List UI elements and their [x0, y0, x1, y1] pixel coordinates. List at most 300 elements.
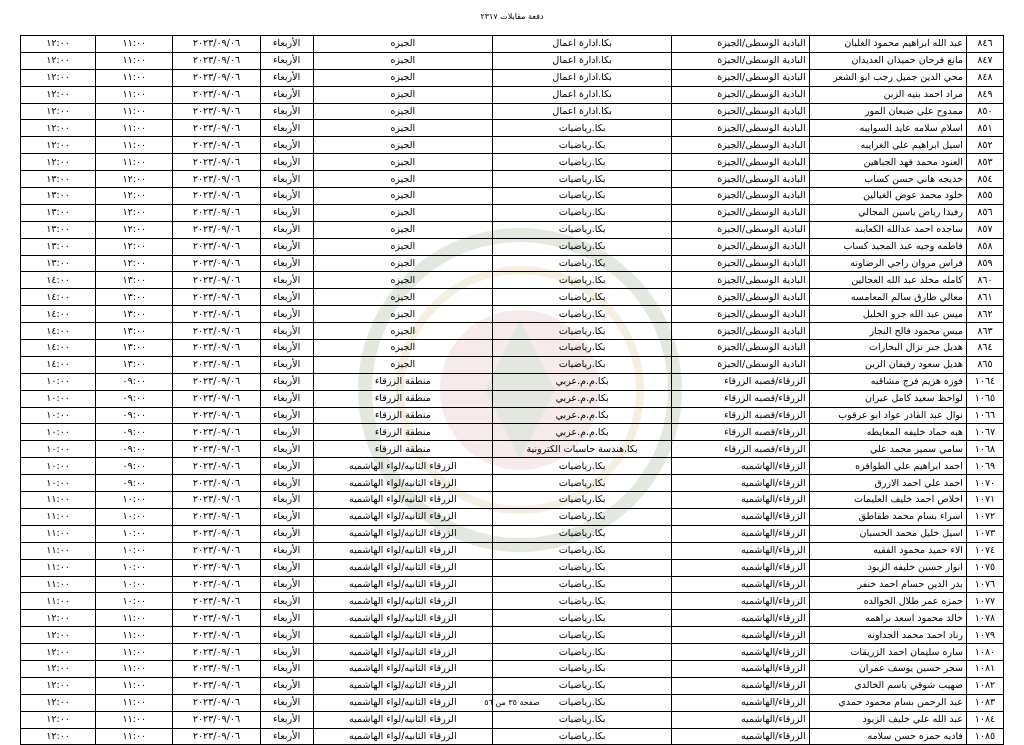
day-cell: الأربعاء: [260, 610, 313, 627]
start-time-cell: ١٢:٠٠: [96, 221, 173, 238]
date-cell: ٢٠٢٣/٠٩/٠٦: [173, 323, 260, 340]
date-cell: ٢٠٢٣/٠٩/٠٦: [173, 390, 260, 407]
row-number-cell: ٨٤٧: [966, 52, 1003, 69]
date-cell: ٢٠٢٣/٠٩/٠٦: [173, 188, 260, 205]
directorate-cell: الزرقاء/قصبه الزرقاء: [672, 424, 809, 441]
interview-location-cell: الجيزه: [313, 52, 492, 69]
date-cell: ٢٠٢٣/٠٩/٠٦: [173, 525, 260, 542]
directorate-cell: البادية الوسطى/الجيزة: [672, 356, 809, 373]
day-cell: الأربعاء: [260, 660, 313, 677]
candidate-name-cell: احمد ابراهيم علي الطوافره: [809, 458, 966, 475]
start-time-cell: ١٠:٠٠: [96, 492, 173, 509]
day-cell: الأربعاء: [260, 407, 313, 424]
end-time-cell: ١١:٠٠: [21, 593, 96, 610]
table-row: [21, 340, 1004, 357]
table-row: [21, 272, 1004, 289]
candidate-name-cell: نوال عبد القادر عواد ابو عرقوب: [809, 407, 966, 424]
candidate-name-cell: خالد محمود اسعد براهمه: [809, 610, 966, 627]
candidate-name-cell: عبد الرحمن بسام محمود حمدي: [809, 694, 966, 711]
start-time-cell: ١١:٠٠: [96, 627, 173, 644]
table-row: [21, 644, 1004, 661]
date-cell: ٢٠٢٣/٠٩/٠٦: [173, 255, 260, 272]
specialization-cell: بكا.م.م.عربي: [493, 373, 672, 390]
row-number-cell: ٨٥٨: [966, 238, 1003, 255]
start-time-cell: ٠٩:٠٠: [96, 424, 173, 441]
table-row: [21, 86, 1004, 103]
start-time-cell: ١٢:٠٠: [96, 255, 173, 272]
candidate-name-cell: مانع فرحان حميدان العديدان: [809, 52, 966, 69]
start-time-cell: ١٢:٠٠: [96, 204, 173, 221]
candidate-name-cell: عبد الله علي خليف الزيود: [809, 711, 966, 728]
day-cell: الأربعاء: [260, 120, 313, 137]
specialization-cell: بكا.رياضيات: [493, 610, 672, 627]
start-time-cell: ١٠:٠٠: [96, 559, 173, 576]
date-cell: ٢٠٢٣/٠٩/٠٦: [173, 441, 260, 458]
interview-location-cell: الجيزه: [313, 221, 492, 238]
date-cell: ٢٠٢٣/٠٩/٠٦: [173, 677, 260, 694]
directorate-cell: الزرقاء/الهاشميه: [672, 458, 809, 475]
row-number-cell: ١٠٧٨: [966, 610, 1003, 627]
specialization-cell: بكا.رياضيات: [493, 340, 672, 357]
directorate-cell: البادية الوسطى/الجيزة: [672, 323, 809, 340]
end-time-cell: ١٣:٠٠: [21, 188, 96, 205]
interview-location-cell: الزرقاء الثانيه/لواء الهاشميه: [313, 728, 492, 745]
table-row: [21, 593, 1004, 610]
specialization-cell: بكا.رياضيات: [493, 593, 672, 610]
directorate-cell: البادية الوسطى/الجيزة: [672, 188, 809, 205]
table-row: [21, 238, 1004, 255]
candidate-name-cell: معالي طارق سالم المعامسه: [809, 289, 966, 306]
row-number-cell: ٨٥٣: [966, 154, 1003, 171]
day-cell: الأربعاء: [260, 492, 313, 509]
date-cell: ٢٠٢٣/٠٩/٠٦: [173, 154, 260, 171]
interview-location-cell: الزرقاء الثانيه/لواء الهاشميه: [313, 458, 492, 475]
specialization-cell: بكا.رياضيات: [493, 525, 672, 542]
directorate-cell: الزرقاء/قصبه الزرقاء: [672, 407, 809, 424]
row-number-cell: ٨٦١: [966, 289, 1003, 306]
candidate-name-cell: العنود محمد فهد الجباهين: [809, 154, 966, 171]
table-row: [21, 525, 1004, 542]
row-number-cell: ١٠٦٦: [966, 407, 1003, 424]
end-time-cell: ١٠:٠٠: [21, 475, 96, 492]
candidate-name-cell: خديجه هاني حسن كساب: [809, 171, 966, 188]
end-time-cell: ١٢:٠٠: [21, 711, 96, 728]
row-number-cell: ١٠٨٤: [966, 711, 1003, 728]
table-row: [21, 542, 1004, 559]
row-number-cell: ١٠٦٨: [966, 441, 1003, 458]
day-cell: الأربعاء: [260, 188, 313, 205]
day-cell: الأربعاء: [260, 694, 313, 711]
start-time-cell: ١١:٠٠: [96, 644, 173, 661]
date-cell: ٢٠٢٣/٠٩/٠٦: [173, 728, 260, 745]
day-cell: الأربعاء: [260, 323, 313, 340]
date-cell: ٢٠٢٣/٠٩/٠٦: [173, 52, 260, 69]
specialization-cell: بكا.رياضيات: [493, 677, 672, 694]
start-time-cell: ١٠:٠٠: [96, 593, 173, 610]
table-row: [21, 188, 1004, 205]
date-cell: ٢٠٢٣/٠٩/٠٦: [173, 644, 260, 661]
end-time-cell: ١٢:٠٠: [21, 137, 96, 154]
table-row: [21, 492, 1004, 509]
start-time-cell: ١٣:٠٠: [96, 289, 173, 306]
specialization-cell: بكا.رياضيات: [493, 542, 672, 559]
interview-location-cell: الزرقاء الثانيه/لواء الهاشميه: [313, 610, 492, 627]
start-time-cell: ١١:٠٠: [96, 120, 173, 137]
end-time-cell: ١٢:٠٠: [21, 694, 96, 711]
candidate-name-cell: انوار حسين خليفه الزيود: [809, 559, 966, 576]
candidate-name-cell: كامله مخلد عبد الله العجالين: [809, 272, 966, 289]
date-cell: ٢٠٢٣/٠٩/٠٦: [173, 272, 260, 289]
date-cell: ٢٠٢٣/٠٩/٠٦: [173, 475, 260, 492]
date-cell: ٢٠٢٣/٠٩/٠٦: [173, 660, 260, 677]
table-row: [21, 559, 1004, 576]
interview-location-cell: الزرقاء الثانيه/لواء الهاشميه: [313, 660, 492, 677]
table-row: [21, 627, 1004, 644]
candidate-name-cell: اسراء بسام محمد طقاطق: [809, 508, 966, 525]
directorate-cell: البادية الوسطى/الجيزة: [672, 289, 809, 306]
day-cell: الأربعاء: [260, 627, 313, 644]
date-cell: ٢٠٢٣/٠٩/٠٦: [173, 103, 260, 120]
date-cell: ٢٠٢٣/٠٩/٠٦: [173, 424, 260, 441]
start-time-cell: ١١:٠٠: [96, 711, 173, 728]
directorate-cell: الزرقاء/قصبه الزرقاء: [672, 373, 809, 390]
candidate-name-cell: ميس محمود فالح النجار: [809, 323, 966, 340]
row-number-cell: ١٠٨١: [966, 660, 1003, 677]
day-cell: الأربعاء: [260, 36, 313, 53]
row-number-cell: ١٠٧٣: [966, 525, 1003, 542]
end-time-cell: ١١:٠٠: [21, 542, 96, 559]
interview-location-cell: الجيزه: [313, 154, 492, 171]
start-time-cell: ١١:٠٠: [96, 694, 173, 711]
interview-location-cell: منطقة الزرقاء: [313, 441, 492, 458]
candidate-name-cell: ممدوح علي ضبعان المور: [809, 103, 966, 120]
directorate-cell: الزرقاء/الهاشميه: [672, 542, 809, 559]
date-cell: ٢٠٢٣/٠٩/٠٦: [173, 69, 260, 86]
day-cell: الأربعاء: [260, 542, 313, 559]
directorate-cell: الزرقاء/الهاشميه: [672, 711, 809, 728]
directorate-cell: الزرقاء/الهاشميه: [672, 694, 809, 711]
day-cell: الأربعاء: [260, 306, 313, 323]
row-number-cell: ٨٦٣: [966, 323, 1003, 340]
interview-location-cell: الجيزه: [313, 137, 492, 154]
specialization-cell: بكا.رياضيات: [493, 644, 672, 661]
directorate-cell: الزرقاء/الهاشميه: [672, 627, 809, 644]
date-cell: ٢٠٢٣/٠٩/٠٦: [173, 593, 260, 610]
day-cell: الأربعاء: [260, 221, 313, 238]
table-row: [21, 255, 1004, 272]
start-time-cell: ٠٩:٠٠: [96, 441, 173, 458]
specialization-cell: بكا.م.م.عربي: [493, 424, 672, 441]
start-time-cell: ٠٩:٠٠: [96, 475, 173, 492]
interview-location-cell: الزرقاء الثانيه/لواء الهاشميه: [313, 542, 492, 559]
date-cell: ٢٠٢٣/٠٩/٠٦: [173, 36, 260, 53]
candidate-name-cell: محي الدين جميل رجب ابو الشعر: [809, 69, 966, 86]
directorate-cell: البادية الوسطى/الجيزة: [672, 69, 809, 86]
end-time-cell: ١٣:٠٠: [21, 204, 96, 221]
start-time-cell: ١١:٠٠: [96, 52, 173, 69]
start-time-cell: ١١:٠٠: [96, 86, 173, 103]
start-time-cell: ١١:٠٠: [96, 728, 173, 745]
table-row: [21, 677, 1004, 694]
date-cell: ٢٠٢٣/٠٩/٠٦: [173, 610, 260, 627]
end-time-cell: ١٢:٠٠: [21, 154, 96, 171]
table-row: [21, 610, 1004, 627]
table-row: [21, 171, 1004, 188]
table-row: [21, 69, 1004, 86]
end-time-cell: ١٣:٠٠: [21, 221, 96, 238]
table-row: [21, 323, 1004, 340]
row-number-cell: ١٠٨٠: [966, 644, 1003, 661]
candidate-name-cell: احمد علي احمد الازرق: [809, 475, 966, 492]
specialization-cell: بكا.رياضيات: [493, 559, 672, 576]
start-time-cell: ١١:٠٠: [96, 677, 173, 694]
candidate-name-cell: ساجده احمد عدالله الكعابنه: [809, 221, 966, 238]
row-number-cell: ٨٤٨: [966, 69, 1003, 86]
end-time-cell: ١٢:٠٠: [21, 660, 96, 677]
specialization-cell: بكا.رياضيات: [493, 728, 672, 745]
day-cell: الأربعاء: [260, 475, 313, 492]
date-cell: ٢٠٢٣/٠٩/٠٦: [173, 373, 260, 390]
date-cell: ٢٠٢٣/٠٩/٠٦: [173, 171, 260, 188]
start-time-cell: ١١:٠٠: [96, 103, 173, 120]
table-row: [21, 458, 1004, 475]
specialization-cell: بكا.رياضيات: [493, 711, 672, 728]
day-cell: الأربعاء: [260, 204, 313, 221]
start-time-cell: ١٣:٠٠: [96, 356, 173, 373]
table-row: [21, 36, 1004, 53]
specialization-cell: بكا.رياضيات: [493, 475, 672, 492]
row-number-cell: ٨٦٠: [966, 272, 1003, 289]
specialization-cell: بكا.رياضيات: [493, 171, 672, 188]
end-time-cell: ١١:٠٠: [21, 559, 96, 576]
directorate-cell: البادية الوسطى/الجيزة: [672, 137, 809, 154]
directorate-cell: البادية الوسطى/الجيزة: [672, 340, 809, 357]
specialization-cell: بكا.رياضيات: [493, 660, 672, 677]
candidate-name-cell: اسيل ابراهيم علي الغرايبه: [809, 137, 966, 154]
end-time-cell: ١٢:٠٠: [21, 627, 96, 644]
interview-location-cell: الزرقاء الثانيه/لواء الهاشميه: [313, 627, 492, 644]
date-cell: ٢٠٢٣/٠٩/٠٦: [173, 86, 260, 103]
directorate-cell: الزرقاء/الهاشميه: [672, 593, 809, 610]
start-time-cell: ٠٩:٠٠: [96, 373, 173, 390]
date-cell: ٢٠٢٣/٠٩/٠٦: [173, 458, 260, 475]
directorate-cell: البادية الوسطى/الجيزة: [672, 120, 809, 137]
row-number-cell: ٨٥٩: [966, 255, 1003, 272]
directorate-cell: البادية الوسطى/الجيزة: [672, 255, 809, 272]
table-row: [21, 154, 1004, 171]
specialization-cell: بكا.رياضيات: [493, 289, 672, 306]
day-cell: الأربعاء: [260, 69, 313, 86]
directorate-cell: البادية الوسطى/الجيزة: [672, 272, 809, 289]
table-row: [21, 52, 1004, 69]
end-time-cell: ١٤:٠٠: [21, 272, 96, 289]
directorate-cell: الزرقاء/الهاشميه: [672, 559, 809, 576]
table-row: [21, 306, 1004, 323]
directorate-cell: البادية الوسطى/الجيزة: [672, 238, 809, 255]
row-number-cell: ١٠٨٣: [966, 694, 1003, 711]
candidate-name-cell: سحر حسين يوسف عمران: [809, 660, 966, 677]
end-time-cell: ١٢:٠٠: [21, 677, 96, 694]
day-cell: الأربعاء: [260, 340, 313, 357]
row-number-cell: ٨٦٤: [966, 340, 1003, 357]
day-cell: الأربعاء: [260, 728, 313, 745]
row-number-cell: ١٠٧١: [966, 492, 1003, 509]
start-time-cell: ١١:٠٠: [96, 36, 173, 53]
start-time-cell: ٠٩:٠٠: [96, 390, 173, 407]
interview-location-cell: الزرقاء الثانيه/لواء الهاشميه: [313, 508, 492, 525]
day-cell: الأربعاء: [260, 508, 313, 525]
candidate-name-cell: رفيدا رياض ياسين المجالي: [809, 204, 966, 221]
row-number-cell: ١٠٨٥: [966, 728, 1003, 745]
day-cell: الأربعاء: [260, 559, 313, 576]
table-row: [21, 424, 1004, 441]
date-cell: ٢٠٢٣/٠٩/٠٦: [173, 542, 260, 559]
specialization-cell: بكا.رياضيات: [493, 137, 672, 154]
row-number-cell: ١٠٧٧: [966, 593, 1003, 610]
end-time-cell: ١٢:٠٠: [21, 728, 96, 745]
date-cell: ٢٠٢٣/٠٩/٠٦: [173, 120, 260, 137]
row-number-cell: ١٠٦٥: [966, 390, 1003, 407]
start-time-cell: ١١:٠٠: [96, 610, 173, 627]
start-time-cell: ١٠:٠٠: [96, 576, 173, 593]
interview-location-cell: الزرقاء الثانيه/لواء الهاشميه: [313, 677, 492, 694]
end-time-cell: ١٢:٠٠: [21, 120, 96, 137]
day-cell: الأربعاء: [260, 711, 313, 728]
interview-location-cell: الزرقاء الثانيه/لواء الهاشميه: [313, 644, 492, 661]
start-time-cell: ١٠:٠٠: [96, 508, 173, 525]
start-time-cell: ١١:٠٠: [96, 660, 173, 677]
interview-location-cell: الزرقاء الثانيه/لواء الهاشميه: [313, 593, 492, 610]
row-number-cell: ١٠٨٢: [966, 677, 1003, 694]
end-time-cell: ١٣:٠٠: [21, 238, 96, 255]
row-number-cell: ٨٦٢: [966, 306, 1003, 323]
end-time-cell: ١٣:٠٠: [21, 171, 96, 188]
end-time-cell: ١٤:٠٠: [21, 289, 96, 306]
table-row: [21, 137, 1004, 154]
date-cell: ٢٠٢٣/٠٩/٠٦: [173, 306, 260, 323]
specialization-cell: بكا.م.م.عربي: [493, 407, 672, 424]
end-time-cell: ١٢:٠٠: [21, 69, 96, 86]
end-time-cell: ١٠:٠٠: [21, 458, 96, 475]
directorate-cell: الزرقاء/قصبه الزرقاء: [672, 441, 809, 458]
interview-schedule-table: [20, 35, 1004, 745]
day-cell: الأربعاء: [260, 289, 313, 306]
end-time-cell: ١٢:٠٠: [21, 644, 96, 661]
candidate-name-cell: صهيب شوقي باسم الخالدي: [809, 677, 966, 694]
candidate-name-cell: هبه حماد خليفه المعايطه: [809, 424, 966, 441]
row-number-cell: ١٠٧٤: [966, 542, 1003, 559]
start-time-cell: ١٢:٠٠: [96, 188, 173, 205]
candidate-name-cell: اخلاص احمد خليف العليمات: [809, 492, 966, 509]
specialization-cell: بكا.رياضيات: [493, 221, 672, 238]
interview-location-cell: الجيزه: [313, 86, 492, 103]
end-time-cell: ١٤:٠٠: [21, 356, 96, 373]
interview-location-cell: منطقة الزرقاء: [313, 407, 492, 424]
day-cell: الأربعاء: [260, 525, 313, 542]
table-row: [21, 711, 1004, 728]
row-number-cell: ٨٥٤: [966, 171, 1003, 188]
table-row: [21, 660, 1004, 677]
end-time-cell: ١٠:٠٠: [21, 407, 96, 424]
candidate-name-cell: فاديه حمزه حسن سلامه: [809, 728, 966, 745]
end-time-cell: ١٢:٠٠: [21, 36, 96, 53]
directorate-cell: البادية الوسطى/الجيزة: [672, 36, 809, 53]
row-number-cell: ٨٦٥: [966, 356, 1003, 373]
interview-location-cell: الزرقاء الثانيه/لواء الهاشميه: [313, 576, 492, 593]
candidate-name-cell: حمزه عمر طلال الخوالده: [809, 593, 966, 610]
date-cell: ٢٠٢٣/٠٩/٠٦: [173, 559, 260, 576]
interview-location-cell: الجيزه: [313, 188, 492, 205]
interview-location-cell: منطقة الزرقاء: [313, 373, 492, 390]
start-time-cell: ١٣:٠٠: [96, 323, 173, 340]
date-cell: ٢٠٢٣/٠٩/٠٦: [173, 289, 260, 306]
end-time-cell: ١٠:٠٠: [21, 373, 96, 390]
interview-location-cell: الجيزه: [313, 69, 492, 86]
date-cell: ٢٠٢٣/٠٩/٠٦: [173, 137, 260, 154]
end-time-cell: ١١:٠٠: [21, 508, 96, 525]
row-number-cell: ٨٥٧: [966, 221, 1003, 238]
directorate-cell: الزرقاء/الهاشميه: [672, 492, 809, 509]
table-row: [21, 356, 1004, 373]
specialization-cell: بكا.رياضيات: [493, 154, 672, 171]
specialization-cell: بكا.رياضيات: [493, 255, 672, 272]
specialization-cell: بكا.رياضيات: [493, 508, 672, 525]
row-number-cell: ٨٤٦: [966, 36, 1003, 53]
day-cell: الأربعاء: [260, 424, 313, 441]
specialization-cell: بكا.رياضيات: [493, 694, 672, 711]
row-number-cell: ٨٥٠: [966, 103, 1003, 120]
interview-location-cell: الزرقاء الثانيه/لواء الهاشميه: [313, 492, 492, 509]
table-row: [21, 475, 1004, 492]
day-cell: الأربعاء: [260, 171, 313, 188]
candidate-name-cell: فوزه هزيم فرج مشاقبه: [809, 373, 966, 390]
interview-location-cell: الجيزه: [313, 306, 492, 323]
day-cell: الأربعاء: [260, 593, 313, 610]
row-number-cell: ١٠٧٠: [966, 475, 1003, 492]
candidate-name-cell: مراد احمد بنيه الزبن: [809, 86, 966, 103]
date-cell: ٢٠٢٣/٠٩/٠٦: [173, 711, 260, 728]
candidate-name-cell: سامي سمير محمد علي: [809, 441, 966, 458]
start-time-cell: ١١:٠٠: [96, 137, 173, 154]
candidate-name-cell: اسيل خليل محمد الحسبان: [809, 525, 966, 542]
table-row: [21, 373, 1004, 390]
directorate-cell: الزرقاء/الهاشميه: [672, 610, 809, 627]
directorate-cell: الزرقاء/الهاشميه: [672, 475, 809, 492]
table-row: [21, 728, 1004, 745]
row-number-cell: ١٠٧٩: [966, 627, 1003, 644]
end-time-cell: ١٢:٠٠: [21, 86, 96, 103]
interview-location-cell: الزرقاء الثانيه/لواء الهاشميه: [313, 475, 492, 492]
candidate-name-cell: رناد احمد محمد الجداونه: [809, 627, 966, 644]
interview-location-cell: الجيزه: [313, 36, 492, 53]
interview-location-cell: الزرقاء الثانيه/لواء الهاشميه: [313, 525, 492, 542]
directorate-cell: الزرقاء/الهاشميه: [672, 644, 809, 661]
directorate-cell: البادية الوسطى/الجيزة: [672, 221, 809, 238]
candidate-name-cell: لواحظ سعيد كامل عيران: [809, 390, 966, 407]
specialization-cell: بكا.رياضيات: [493, 356, 672, 373]
interview-location-cell: الجيزه: [313, 103, 492, 120]
date-cell: ٢٠٢٣/٠٩/٠٦: [173, 508, 260, 525]
directorate-cell: الزرقاء/الهاشميه: [672, 677, 809, 694]
day-cell: الأربعاء: [260, 441, 313, 458]
specialization-cell: بكا.ادارة اعمال: [493, 69, 672, 86]
end-time-cell: ١٣:٠٠: [21, 255, 96, 272]
interview-location-cell: الجيزه: [313, 255, 492, 272]
candidate-name-cell: هديل جبر نزال البحارات: [809, 340, 966, 357]
directorate-cell: البادية الوسطى/الجيزة: [672, 204, 809, 221]
day-cell: الأربعاء: [260, 373, 313, 390]
interview-location-cell: الجيزه: [313, 323, 492, 340]
